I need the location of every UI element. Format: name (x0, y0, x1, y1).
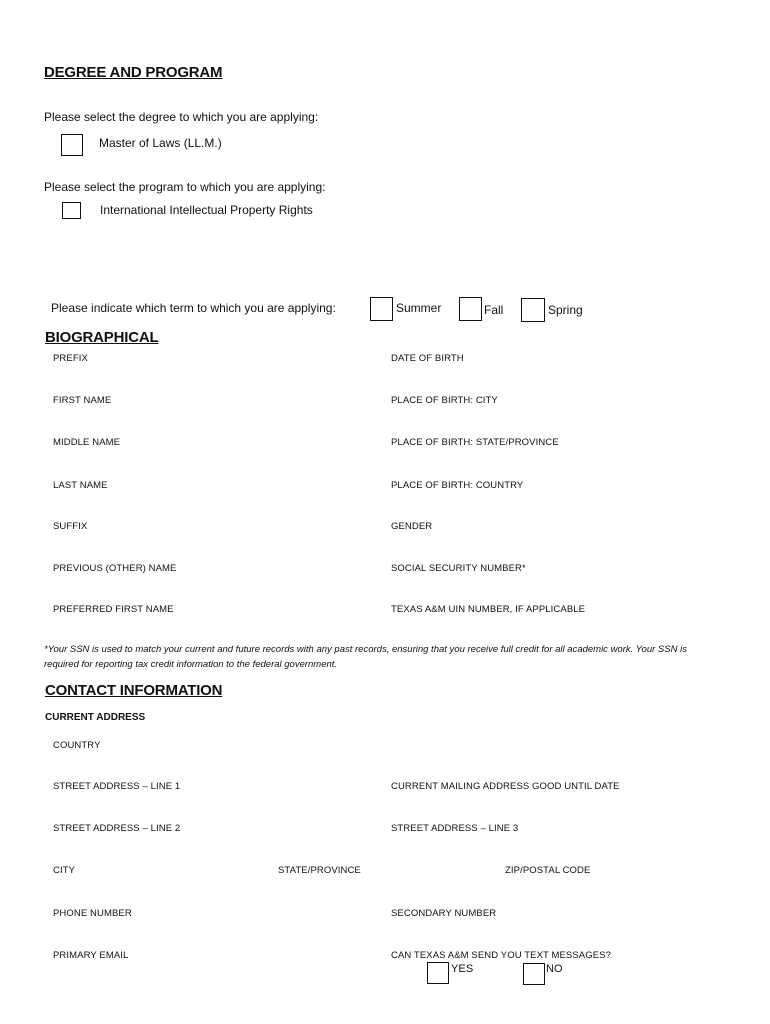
term-question: Please indicate which term to which you are applying: (51, 301, 336, 315)
street2-label: STREET ADDRESS – LINE 2 (53, 823, 181, 834)
text-yes-label: YES (451, 963, 474, 975)
birth-state-label: PLACE OF BIRTH: STATE/PROVINCE (391, 437, 559, 448)
term-summer-label: Summer (396, 301, 442, 315)
ssn-label: SOCIAL SECURITY NUMBER* (391, 563, 526, 574)
birth-country-label: PLACE OF BIRTH: COUNTRY (391, 480, 524, 491)
previous-name-label: PREVIOUS (OTHER) NAME (53, 563, 177, 574)
street1-label: STREET ADDRESS – LINE 1 (53, 781, 181, 792)
biographical-title: BIOGRAPHICAL (45, 329, 159, 346)
secondary-number-label: SECONDARY NUMBER (391, 908, 497, 919)
zip-label: ZIP/POSTAL CODE (505, 865, 591, 876)
program-iipr-label: International Intellectual Property Rights (100, 203, 313, 217)
degree-llm-label: Master of Laws (LL.M.) (99, 136, 222, 150)
good-until-label: CURRENT MAILING ADDRESS GOOD UNTIL DATE (391, 781, 620, 792)
program-question: Please select the program to which you are applying: (44, 180, 326, 194)
state-province-label: STATE/PROVINCE (278, 865, 361, 876)
term-spring-checkbox[interactable] (521, 298, 545, 322)
country-label: COUNTRY (53, 740, 101, 751)
text-messages-question: CAN TEXAS A&M SEND YOU TEXT MESSAGES? (391, 950, 611, 961)
prefix-label: PREFIX (53, 353, 88, 364)
degree-question: Please select the degree to which you are applying: (44, 110, 319, 124)
text-yes-checkbox[interactable] (427, 962, 449, 984)
program-iipr-checkbox[interactable] (62, 202, 81, 219)
degree-program-title: DEGREE AND PROGRAM (44, 64, 223, 81)
term-fall-checkbox[interactable] (459, 297, 482, 321)
term-summer-checkbox[interactable] (370, 297, 393, 321)
preferred-first-name-label: PREFERRED FIRST NAME (53, 604, 174, 615)
middle-name-label: MIDDLE NAME (53, 437, 121, 448)
city-label: CITY (53, 865, 76, 876)
degree-llm-checkbox[interactable] (61, 134, 83, 156)
birth-city-label: PLACE OF BIRTH: CITY (391, 395, 498, 406)
text-no-checkbox[interactable] (523, 963, 545, 985)
uin-label: TEXAS A&M UIN NUMBER, IF APPLICABLE (391, 604, 586, 615)
current-address-heading: CURRENT ADDRESS (45, 712, 146, 723)
last-name-label: LAST NAME (53, 480, 108, 491)
suffix-label: SUFFIX (53, 521, 88, 532)
term-spring-label: Spring (548, 303, 583, 317)
primary-email-label: PRIMARY EMAIL (53, 950, 129, 961)
gender-label: GENDER (391, 521, 433, 532)
date-of-birth-label: DATE OF BIRTH (391, 353, 464, 364)
first-name-label: FIRST NAME (53, 395, 112, 406)
ssn-note: *Your SSN is used to match your current and future records with any past records, ensuring that you receive full credit for all academic work. Your SSN is required for reporting tax credit information to the federal government. (44, 644, 687, 670)
term-fall-label: Fall (484, 303, 504, 317)
text-no-label: NO (546, 963, 563, 975)
contact-title: CONTACT INFORMATION (45, 682, 223, 699)
street3-label: STREET ADDRESS – LINE 3 (391, 823, 519, 834)
phone-label: PHONE NUMBER (53, 908, 132, 919)
